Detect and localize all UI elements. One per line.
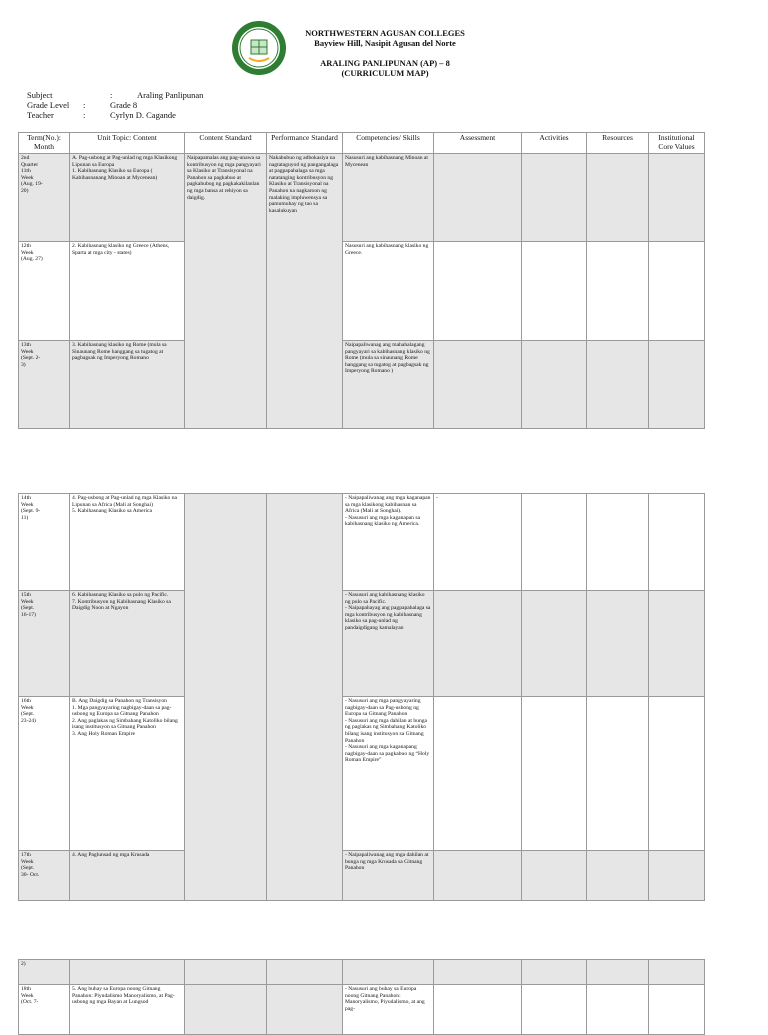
unit-topic-cell: [70, 341, 185, 429]
cell-line: (Sept.: [21, 711, 35, 718]
column-header-content-standard: Content Standard: [185, 133, 267, 154]
assessment-cell: -: [434, 494, 522, 591]
term-cell: [19, 697, 70, 851]
assessment-cell: [434, 242, 522, 341]
assessment-cell: [434, 341, 522, 429]
cell-line: Naipapaliwanag ang mahahalagang pangyayari sa kabihasnang klasiko ng Rome (mula sa sinaunang Rome hanggang sa tugatog at pagbagsak ng Imperyong Romano ): [345, 342, 430, 375]
term-cell: [19, 154, 70, 242]
curriculum-table-1: [18, 132, 705, 429]
term-cell: [19, 494, 70, 591]
cell-line: 6. Kabihasnang Klasiko sa pulo ng Pacific.: [72, 592, 169, 598]
table-row: [19, 697, 705, 851]
cell-line: 16th: [21, 698, 31, 704]
table-row: [19, 494, 705, 591]
term-cell: [19, 242, 70, 341]
grade-level-label: Grade Level: [27, 100, 70, 110]
unit-topic-cell: [70, 985, 185, 1035]
resources-cell: [587, 960, 649, 985]
content-standard-cell: [185, 960, 267, 985]
competencies-cell: [343, 591, 434, 697]
school-address: Bayview Hill, Nasipit Agusan del Norte: [314, 38, 456, 48]
activities-cell: [522, 341, 587, 429]
unit-topic-cell: [70, 154, 185, 242]
cell-line: 3. Kabihasnang klasiko ng Rome (mula sa Sinaunang Rome hanggang sa tugatog at pagbagsak ng Imperyong Romano: [72, 342, 167, 362]
cell-line: 1. Mga pangyayaring nagbigay-daan sa pag-usbong ng Europa sa Gitnang Panahon: [72, 704, 172, 718]
cell-line: (Sept.: [21, 865, 35, 872]
cell-line: (Aug. 27): [21, 256, 43, 263]
resources-cell: [587, 242, 649, 341]
activities-cell: [522, 591, 587, 697]
performance-standard-cell: [267, 985, 343, 1035]
cell-line: Week: [21, 249, 34, 256]
cell-line: 2. Kabihasnang klasiko ng Greece (Athens, Sparta at mga city - states): [72, 243, 170, 256]
cell-line: B. Ang Daigdig sa Panahon ng Transisyon: [72, 698, 167, 704]
cell-line: (Oct. 7-: [21, 999, 39, 1006]
cell-line: 14th: [21, 495, 31, 501]
teacher-label: Teacher: [27, 110, 54, 120]
table-row: [19, 591, 705, 697]
subject-value: Araling Panlipunan: [137, 90, 204, 100]
cell-line: (Aug. 19-: [21, 181, 43, 188]
teacher-value: Cyrlyn D. Cagande: [110, 110, 176, 120]
column-header-performance-standard: Performance Standard: [267, 133, 343, 154]
content-standard-cell: [185, 985, 267, 1035]
course-title: ARALING PANLIPUNAN (AP) – 8: [320, 58, 450, 68]
cell-line: Week: [21, 348, 34, 355]
cell-line: (Sept. 9-: [21, 508, 41, 515]
core-values-cell: [649, 494, 705, 591]
assessment-cell: [434, 697, 522, 851]
cell-line: (Sept.: [21, 605, 35, 612]
activities-cell: [522, 242, 587, 341]
resources-cell: [587, 851, 649, 901]
activities-cell: [522, 494, 587, 591]
table-row: [19, 960, 705, 985]
cell-line: - Naipapahayag ang pagpapahalaga sa mga kontribusyon ng kabihasnang klasiko sa pag-unlad ng pandaigdigang kamalayan: [345, 605, 431, 631]
column-header-resources: Resources: [587, 133, 649, 154]
column-header-assessment: Assessment: [434, 133, 522, 154]
unit-topic-cell: [70, 494, 185, 591]
term-cell: [19, 341, 70, 429]
assessment-cell: [434, 591, 522, 697]
performance-standard-cell: Nakabubuo ng adbokasiya na nagtataguyod ng pangangalaga at pagpapahalaga sa mga natatanging kontribusyon ng Klasiko at Transisyonal na Panahon na nagkaroon ng malaking impluwensya sa pamumuhay ng tao sa kasalukuyan: [267, 154, 343, 429]
cell-line: 3. Ang Holy Roman Empire: [72, 730, 135, 737]
competencies-cell: [343, 697, 434, 851]
competencies-cell: [343, 985, 434, 1035]
cell-line: - Nasusuri ang mga dahilan at bunga ng paglakas ng Simbahang Katoliko bilang isang institusyon sa Gitnang Panahon: [345, 717, 428, 744]
table-row: [19, 242, 705, 341]
performance-standard-cell: [267, 494, 343, 901]
cell-line: A. Pag-usbong at Pag-unlad ng mga Klasikong Lipunan sa Europa: [72, 155, 178, 168]
document-type: (CURRICULUM MAP): [341, 68, 429, 78]
resources-cell: [587, 341, 649, 429]
competencies-cell: [343, 851, 434, 901]
cell-line: Week: [21, 992, 34, 999]
cell-line: - Nasusuri ang kabihasnang klasiko ng pulo sa Pacific.: [345, 592, 425, 605]
assessment-cell: [434, 985, 522, 1035]
cell-line: 15th: [21, 592, 31, 598]
column-header-unit-topic: Unit Topic: Content: [70, 133, 185, 154]
core-values-cell: [649, 591, 705, 697]
cell-line: - Naipapaliwanag ang mga dahilan at bunga ng mga Krusada sa Gitnang Panahon: [345, 852, 429, 872]
table-row: [19, 985, 705, 1035]
cell-line: 2): [21, 961, 26, 967]
cell-line: - Nasusuri ang mga kaganapan sa kabihasnang klasiko ng America.: [345, 514, 421, 528]
competencies-cell: [343, 494, 434, 591]
curriculum-table-2: [18, 493, 705, 901]
cell-line: 17th: [21, 852, 31, 858]
school-name: NORTHWESTERN AGUSAN COLLEGES: [305, 28, 465, 38]
table-row: [19, 341, 705, 429]
cell-line: Week: [21, 858, 34, 865]
unit-topic-cell: [70, 697, 185, 851]
table-row: [19, 154, 705, 242]
cell-line: 20): [21, 187, 29, 194]
meta-block: [27, 90, 327, 124]
resources-cell: [587, 697, 649, 851]
activities-cell: [522, 985, 587, 1035]
cell-line: Nasusuri ang kabihasnang klasiko ng Greece.: [345, 243, 429, 256]
cell-line: Quarter: [21, 161, 39, 168]
cell-line: 4. Pag-usbong at Pag-unlad ng mga Klasiko na Lipunan sa Africa (Mali at Songhai): [72, 495, 178, 508]
content-standard-cell: [185, 494, 267, 901]
core-values-cell: [649, 154, 705, 242]
cell-line: Week: [21, 501, 34, 508]
colon: :: [110, 90, 113, 100]
unit-topic-cell: [70, 242, 185, 341]
cell-line: 5. Ang buhay sa Europa noong Gitnang Panahon: Piyudalismo Manoryalismo, at Pag-usbong ng mga Bayan at Lungsod: [72, 986, 175, 1006]
colon: :: [83, 110, 86, 120]
content-standard-cell: Naipapamalas ang pag-unawa sa kontribusyon ng mga pangyayari sa Klasiko at Transisyonal na Panahon sa pagkabuo at pagkahubog ng pagkakakilanlan ng mga bansa at rehiyon sa daigdig.: [185, 154, 267, 429]
resources-cell: [587, 494, 649, 591]
core-values-cell: [649, 697, 705, 851]
column-header-core-values: Institutional Core Values: [649, 133, 705, 154]
unit-topic-cell: [70, 960, 185, 985]
unit-topic-cell: [70, 591, 185, 697]
activities-cell: [522, 851, 587, 901]
cell-line: 5. Kabihasnang Klasiko sa America: [72, 508, 153, 515]
cell-line: 13th: [21, 342, 31, 348]
resources-cell: [587, 154, 649, 242]
table-row: [19, 851, 705, 901]
cell-line: Nasusuri ang kabihasnang Minoan at Mycenean: [345, 155, 428, 168]
term-cell: [19, 960, 70, 985]
cell-line: - Nasusuri ang mga pangyayaring nagbigay-daan sa Pag-usbong ng Europa sa Gitnang Panahon: [345, 698, 421, 718]
cell-line: - Naipapaliwanag ang mga kaganapan sa mga klasikong kabihasnan sa Africa (Mali at Songhai).: [345, 495, 431, 515]
cell-line: 18th: [21, 986, 31, 992]
assessment-cell: [434, 154, 522, 242]
column-header-term: Term(No.): Month: [19, 133, 70, 154]
competencies-cell: [343, 242, 434, 341]
cell-line: 2. Ang paglakas ng Simbahang Katoliko bilang isang institusyon sa Gitnang Panahon: [72, 717, 178, 731]
resources-cell: [587, 985, 649, 1035]
cell-line: Week: [21, 174, 34, 181]
cell-line: 12th: [21, 243, 31, 249]
competencies-cell: [343, 341, 434, 429]
cell-line: 16-17): [21, 611, 36, 618]
cell-line: 23-24): [21, 717, 36, 724]
core-values-cell: [649, 985, 705, 1035]
cell-line: 7. Kontribusyon ng Kabihasnang Klasiko sa Daigdig Noon at Ngayon: [72, 598, 171, 612]
cell-line: 4. Ang Paglunsad ng mga Krusada: [72, 852, 150, 858]
core-values-cell: [649, 851, 705, 901]
unit-topic-cell: [70, 851, 185, 901]
cell-line: 3): [21, 361, 26, 368]
cell-line: 30- Oct.: [21, 871, 40, 878]
column-header-competencies: Competencies/ Skills: [343, 133, 434, 154]
colon: :: [83, 100, 86, 110]
subject-label: Subject: [27, 90, 53, 100]
performance-standard-cell: [267, 960, 343, 985]
competencies-cell: [343, 154, 434, 242]
activities-cell: [522, 154, 587, 242]
core-values-cell: [649, 242, 705, 341]
activities-cell: [522, 697, 587, 851]
cell-line: Week: [21, 598, 34, 605]
cell-line: 2nd: [21, 155, 30, 161]
activities-cell: [522, 960, 587, 985]
cell-line: 11th: [21, 168, 31, 175]
assessment-cell: [434, 851, 522, 901]
column-header-activities: Activities: [522, 133, 587, 154]
term-cell: [19, 591, 70, 697]
term-cell: [19, 985, 70, 1035]
cell-line: 11): [21, 514, 29, 521]
assessment-cell: [434, 960, 522, 985]
cell-line: Week: [21, 704, 34, 711]
cell-line: (Sept. 2-: [21, 355, 41, 362]
cell-line: - Nasusuri ang buhay sa Europa noong Gitnang Panahon: Manoryalismo, Piyudalismo, at ang pag-: [345, 986, 425, 1012]
core-values-cell: [649, 341, 705, 429]
core-values-cell: [649, 960, 705, 985]
competencies-cell: [343, 960, 434, 985]
term-cell: [19, 851, 70, 901]
resources-cell: [587, 591, 649, 697]
cell-line: - Nasusuri ang mga kaganapang nagbigay-daan sa pagkabuo ng “Holy Roman Empire”: [345, 744, 430, 764]
grade-level-value: Grade 8: [110, 100, 138, 110]
cell-line: 1. Kabihasnang Klasiko sa Europa ( Kabihasnanang Minoan at Mycenean): [72, 168, 158, 181]
